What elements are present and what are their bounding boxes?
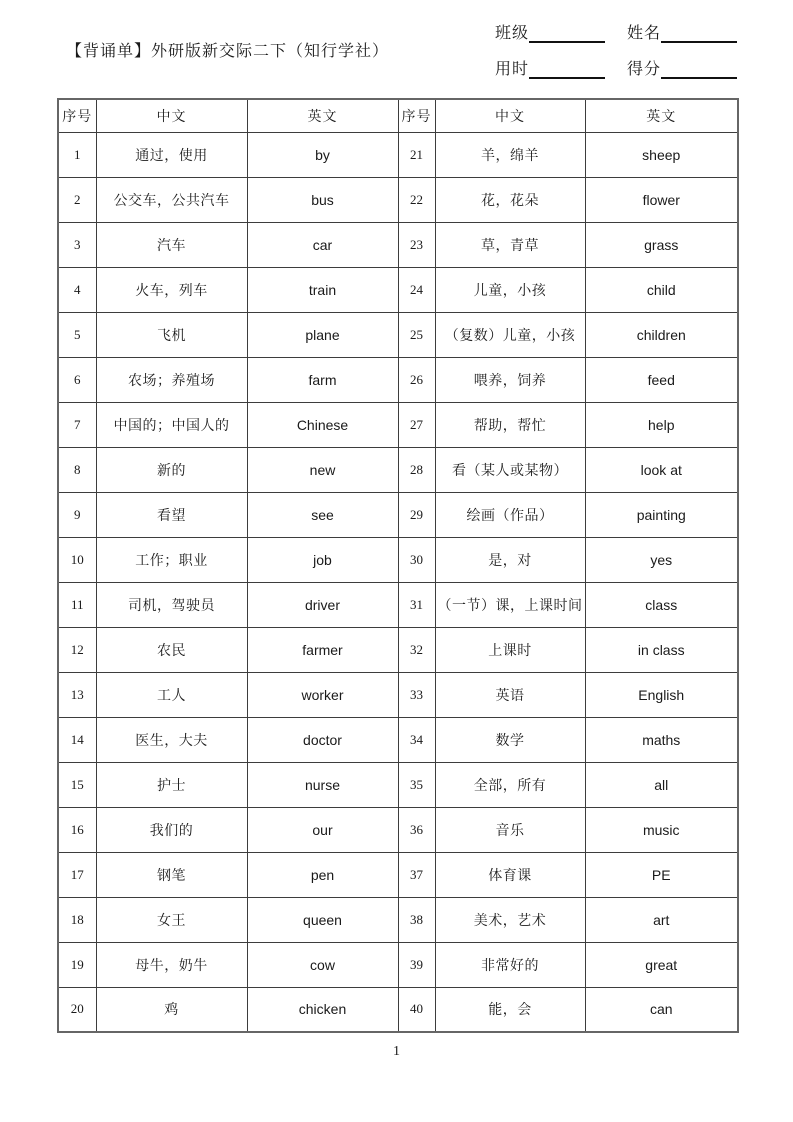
table-row bbox=[58, 942, 738, 987]
english-cell: Chinese bbox=[247, 402, 398, 447]
english-cell: pen bbox=[247, 852, 398, 897]
english-cell: cow bbox=[247, 942, 398, 987]
row-number-cell: 35 bbox=[398, 762, 435, 807]
page-footer bbox=[0, 1044, 793, 1060]
chinese-cell: 英语 bbox=[435, 672, 585, 717]
english-cell: farm bbox=[247, 357, 398, 402]
row-number-cell: 8 bbox=[58, 447, 96, 492]
table-row bbox=[58, 492, 738, 537]
row-number-cell: 14 bbox=[58, 717, 96, 762]
chinese-cell: 医生，大夫 bbox=[96, 717, 247, 762]
row-number-cell: 32 bbox=[398, 627, 435, 672]
header-cell-english-right: 英文 bbox=[585, 99, 738, 132]
english-cell: great bbox=[585, 942, 738, 987]
table-row bbox=[58, 807, 738, 852]
chinese-cell: 护士 bbox=[96, 762, 247, 807]
chinese-cell: 钢笔 bbox=[96, 852, 247, 897]
row-number-cell: 11 bbox=[58, 582, 96, 627]
row-number-cell: 29 bbox=[398, 492, 435, 537]
class-blank-line bbox=[529, 24, 605, 43]
english-cell: music bbox=[585, 807, 738, 852]
chinese-cell: 绘画（作品） bbox=[435, 492, 585, 537]
chinese-cell: 数学 bbox=[435, 717, 585, 762]
class-field-label: 班级 bbox=[494, 24, 529, 42]
chinese-cell: 汽车 bbox=[96, 222, 247, 267]
row-number-cell: 7 bbox=[58, 402, 96, 447]
time-blank-line bbox=[529, 60, 605, 79]
english-cell: maths bbox=[585, 717, 738, 762]
table-row bbox=[58, 267, 738, 312]
class-field bbox=[495, 20, 605, 43]
row-number-cell: 1 bbox=[58, 132, 96, 177]
header-cell-english-left: 英文 bbox=[247, 99, 398, 132]
chinese-cell: 花，花朵 bbox=[435, 177, 585, 222]
page-title: 【背诵单】外研版新交际二下（知行学社） bbox=[66, 42, 390, 60]
english-cell: plane bbox=[247, 312, 398, 357]
document-header bbox=[0, 14, 793, 84]
table-row bbox=[58, 357, 738, 402]
chinese-cell: 音乐 bbox=[435, 807, 585, 852]
row-number-cell: 6 bbox=[58, 357, 96, 402]
english-cell: sheep bbox=[585, 132, 738, 177]
row-number-cell: 10 bbox=[58, 537, 96, 582]
table-row bbox=[58, 447, 738, 492]
english-cell: PE bbox=[585, 852, 738, 897]
chinese-cell: 农民 bbox=[96, 627, 247, 672]
fields-row-top bbox=[495, 20, 737, 43]
row-number-cell: 18 bbox=[58, 897, 96, 942]
chinese-cell: 看望 bbox=[96, 492, 247, 537]
name-field bbox=[627, 20, 737, 43]
english-cell: farmer bbox=[247, 627, 398, 672]
row-number-cell: 2 bbox=[58, 177, 96, 222]
time-field-label: 用时 bbox=[494, 60, 529, 78]
chinese-cell: （复数）儿童，小孩 bbox=[435, 312, 585, 357]
student-info-fields bbox=[495, 20, 737, 79]
english-cell: doctor bbox=[247, 717, 398, 762]
score-blank-line bbox=[661, 60, 737, 79]
english-cell: train bbox=[247, 267, 398, 312]
row-number-cell: 40 bbox=[398, 987, 435, 1032]
row-number-cell: 37 bbox=[398, 852, 435, 897]
row-number-cell: 25 bbox=[398, 312, 435, 357]
chinese-cell: 母牛，奶牛 bbox=[96, 942, 247, 987]
row-number-cell: 19 bbox=[58, 942, 96, 987]
chinese-cell: 通过，使用 bbox=[96, 132, 247, 177]
english-cell: art bbox=[585, 897, 738, 942]
chinese-cell: 上课时 bbox=[435, 627, 585, 672]
score-field-label: 得分 bbox=[626, 60, 661, 78]
table-row bbox=[58, 852, 738, 897]
row-number-cell: 20 bbox=[58, 987, 96, 1032]
row-number-cell: 30 bbox=[398, 537, 435, 582]
english-cell: by bbox=[247, 132, 398, 177]
table-row bbox=[58, 312, 738, 357]
score-field bbox=[627, 56, 737, 79]
vocab-table bbox=[57, 98, 739, 1033]
row-number-cell: 27 bbox=[398, 402, 435, 447]
table-row bbox=[58, 582, 738, 627]
english-cell: flower bbox=[585, 177, 738, 222]
chinese-cell: 非常好的 bbox=[435, 942, 585, 987]
english-cell: in class bbox=[585, 627, 738, 672]
english-cell: all bbox=[585, 762, 738, 807]
english-cell: can bbox=[585, 987, 738, 1032]
header-cell-number-left: 序号 bbox=[58, 99, 96, 132]
english-cell: class bbox=[585, 582, 738, 627]
english-cell: see bbox=[247, 492, 398, 537]
chinese-cell: 鸡 bbox=[96, 987, 247, 1032]
fields-row-bottom bbox=[495, 56, 737, 79]
row-number-cell: 31 bbox=[398, 582, 435, 627]
name-field-label: 姓名 bbox=[626, 24, 661, 42]
chinese-cell: 农场；养殖场 bbox=[96, 357, 247, 402]
chinese-cell: （一节）课，上课时间 bbox=[435, 582, 585, 627]
row-number-cell: 23 bbox=[398, 222, 435, 267]
chinese-cell: 工人 bbox=[96, 672, 247, 717]
english-cell: job bbox=[247, 537, 398, 582]
english-cell: bus bbox=[247, 177, 398, 222]
chinese-cell: 女王 bbox=[96, 897, 247, 942]
row-number-cell: 33 bbox=[398, 672, 435, 717]
chinese-cell: 工作；职业 bbox=[96, 537, 247, 582]
chinese-cell: 飞机 bbox=[96, 312, 247, 357]
english-cell: chicken bbox=[247, 987, 398, 1032]
header-cell-chinese-right: 中文 bbox=[435, 99, 585, 132]
table-row bbox=[58, 177, 738, 222]
chinese-cell: 公交车，公共汽车 bbox=[96, 177, 247, 222]
chinese-cell: 能，会 bbox=[435, 987, 585, 1032]
table-row bbox=[58, 762, 738, 807]
header-cell-number-right: 序号 bbox=[398, 99, 435, 132]
row-number-cell: 9 bbox=[58, 492, 96, 537]
row-number-cell: 15 bbox=[58, 762, 96, 807]
chinese-cell: 中国的；中国人的 bbox=[96, 402, 247, 447]
chinese-cell: 帮助，帮忙 bbox=[435, 402, 585, 447]
page-number: 1 bbox=[393, 1044, 400, 1059]
table-row bbox=[58, 672, 738, 717]
english-cell: car bbox=[247, 222, 398, 267]
english-cell: grass bbox=[585, 222, 738, 267]
english-cell: child bbox=[585, 267, 738, 312]
row-number-cell: 28 bbox=[398, 447, 435, 492]
chinese-cell: 火车，列车 bbox=[96, 267, 247, 312]
table-row bbox=[58, 402, 738, 447]
row-number-cell: 39 bbox=[398, 942, 435, 987]
english-cell: yes bbox=[585, 537, 738, 582]
english-cell: driver bbox=[247, 582, 398, 627]
english-cell: nurse bbox=[247, 762, 398, 807]
chinese-cell: 司机，驾驶员 bbox=[96, 582, 247, 627]
chinese-cell: 儿童，小孩 bbox=[435, 267, 585, 312]
header-cell-chinese-left: 中文 bbox=[96, 99, 247, 132]
row-number-cell: 3 bbox=[58, 222, 96, 267]
english-cell: English bbox=[585, 672, 738, 717]
chinese-cell: 羊，绵羊 bbox=[435, 132, 585, 177]
row-number-cell: 16 bbox=[58, 807, 96, 852]
table-row bbox=[58, 537, 738, 582]
chinese-cell: 全部，所有 bbox=[435, 762, 585, 807]
row-number-cell: 5 bbox=[58, 312, 96, 357]
english-cell: worker bbox=[247, 672, 398, 717]
row-number-cell: 13 bbox=[58, 672, 96, 717]
row-number-cell: 4 bbox=[58, 267, 96, 312]
chinese-cell: 体育课 bbox=[435, 852, 585, 897]
row-number-cell: 34 bbox=[398, 717, 435, 762]
english-cell: our bbox=[247, 807, 398, 852]
vocab-table-body bbox=[58, 132, 738, 1032]
english-cell: help bbox=[585, 402, 738, 447]
table-row bbox=[58, 132, 738, 177]
table-row bbox=[58, 717, 738, 762]
row-number-cell: 21 bbox=[398, 132, 435, 177]
english-cell: children bbox=[585, 312, 738, 357]
chinese-cell: 看（某人或某物） bbox=[435, 447, 585, 492]
row-number-cell: 24 bbox=[398, 267, 435, 312]
chinese-cell: 草，青草 bbox=[435, 222, 585, 267]
chinese-cell: 我们的 bbox=[96, 807, 247, 852]
row-number-cell: 12 bbox=[58, 627, 96, 672]
english-cell: feed bbox=[585, 357, 738, 402]
time-field bbox=[495, 56, 605, 79]
row-number-cell: 38 bbox=[398, 897, 435, 942]
row-number-cell: 26 bbox=[398, 357, 435, 402]
english-cell: queen bbox=[247, 897, 398, 942]
english-cell: look at bbox=[585, 447, 738, 492]
row-number-cell: 17 bbox=[58, 852, 96, 897]
table-row bbox=[58, 222, 738, 267]
chinese-cell: 是，对 bbox=[435, 537, 585, 582]
chinese-cell: 新的 bbox=[96, 447, 247, 492]
table-row bbox=[58, 987, 738, 1032]
table-row bbox=[58, 897, 738, 942]
english-cell: new bbox=[247, 447, 398, 492]
row-number-cell: 36 bbox=[398, 807, 435, 852]
english-cell: painting bbox=[585, 492, 738, 537]
chinese-cell: 喂养，饲养 bbox=[435, 357, 585, 402]
table-header-row bbox=[58, 99, 738, 132]
table-row bbox=[58, 627, 738, 672]
chinese-cell: 美术，艺术 bbox=[435, 897, 585, 942]
name-blank-line bbox=[661, 24, 737, 43]
row-number-cell: 22 bbox=[398, 177, 435, 222]
